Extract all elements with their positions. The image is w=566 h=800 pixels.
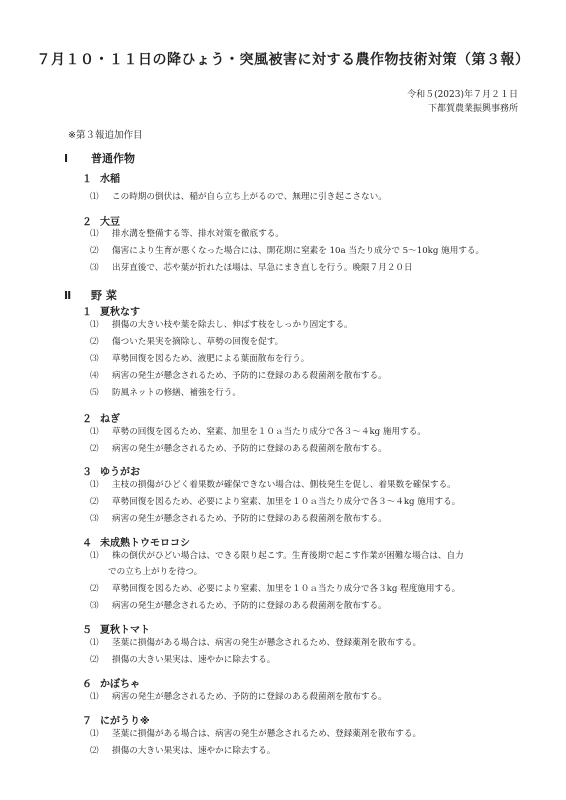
item-number: ⑵: [90, 246, 99, 256]
item-number: ⑴: [90, 729, 99, 739]
list-item: [90, 319, 353, 332]
item-text: 出芽直後で、芯や葉が折れたほ場は、早急にまき直しを行う。晩限７月２０日: [112, 263, 413, 273]
section-heading: [64, 287, 117, 303]
item-number: ⑶: [90, 514, 99, 524]
list-item: [90, 370, 387, 383]
item-text: 茎葉に損傷がある場合は、病害の発生が懸念されるため、登録薬剤を散布する。: [112, 729, 422, 739]
item-number: ⑴: [90, 480, 99, 490]
list-item: [90, 654, 275, 667]
item-number: ⑸: [90, 388, 99, 398]
crop-name: 未成熟トウモロコシ: [100, 538, 190, 549]
crop-name: 夏秋なす: [100, 307, 140, 318]
list-item: [90, 479, 456, 492]
list-item: [90, 513, 387, 526]
crop-number: ２: [82, 217, 92, 228]
item-number: ⑵: [90, 497, 99, 507]
item-text: 草勢回復を図るため、液肥による葉面散布を行う。: [112, 354, 310, 364]
additional-crop-note: ※第３報追加作目: [68, 130, 143, 141]
crop-number: ４: [82, 538, 92, 549]
item-number: ⑴: [90, 320, 99, 330]
crop-heading: [82, 303, 140, 318]
crop-heading: [82, 675, 140, 690]
document-date: 令和５(2023)年７月２１日: [407, 90, 518, 100]
item-text: 防風ネットの修繕、補強を行う。: [112, 388, 241, 398]
section-heading: [64, 150, 135, 166]
item-text: 草勢回復を図るため、必要により窒素、加里を１０ａ当たり成分で各３kg 程度施用する。: [112, 584, 461, 594]
item-text: 傷ついた果実を摘除し、草勢の回復を促す。: [112, 337, 284, 347]
list-item: [90, 228, 284, 241]
section-title: 野 菜: [91, 289, 117, 302]
list-item: [90, 691, 387, 704]
item-text: 傷害により生育が悪くなった場合には、開花期に窒素を 10a 当たり成分で 5～10kg 施用する。: [112, 246, 485, 256]
item-text: 主枝の損傷がひどく着果数が確保できない場合は、側枝発生を促し、着果数を確保する。: [112, 480, 456, 490]
crop-heading: [82, 213, 120, 228]
list-item: [90, 745, 275, 758]
crop-number: ２: [82, 414, 92, 425]
crop-name: かぼちゃ: [100, 679, 140, 690]
crop-name: ねぎ: [100, 414, 120, 425]
item-text: 損傷の大きい果実は、速やかに除去する。: [112, 655, 276, 665]
item-text: 病害の発生が懸念されるため、予防的に登録のある殺菌剤を散布する。: [112, 371, 387, 381]
item-number: ⑴: [90, 427, 99, 437]
list-item: [90, 191, 387, 204]
list-item: [90, 426, 426, 439]
crop-heading: [82, 712, 150, 727]
list-item: [90, 728, 421, 741]
crop-number: ５: [82, 625, 92, 636]
crop-heading: [82, 534, 190, 549]
crop-number: ７: [82, 716, 92, 727]
list-item: [90, 353, 309, 366]
item-number: ⑵: [90, 655, 99, 665]
item-number: ⑵: [90, 444, 99, 454]
item-number: ⑶: [90, 263, 99, 273]
crop-heading: [82, 410, 120, 425]
list-item-continuation: での立ち上がりを待つ。: [108, 567, 203, 577]
crop-name: にがうり※: [100, 716, 150, 727]
item-number: ⑷: [90, 371, 99, 381]
list-item: [90, 262, 413, 275]
item-text: 損傷の大きい果実は、速やかに除去する。: [112, 746, 276, 756]
item-number: ⑵: [90, 746, 99, 756]
item-text: 病害の発生が懸念されるため、予防的に登録のある殺菌剤を散布する。: [112, 601, 387, 611]
item-text: 病害の発生が懸念されるため、予防的に登録のある殺菌剤を散布する。: [112, 692, 387, 702]
section-title: 普通作物: [91, 152, 135, 165]
item-number: ⑴: [90, 638, 99, 648]
crop-number: １: [82, 174, 92, 185]
section-number: Ⅱ: [64, 289, 72, 302]
list-item: [90, 637, 421, 650]
item-number: ⑶: [90, 354, 99, 364]
item-number: ⑶: [90, 601, 99, 611]
crop-heading: [82, 170, 120, 185]
item-text: この時期の倒伏は、稲が自ら立ち上がるので、無理に引き起こさない。: [112, 192, 387, 202]
item-text: 草勢回復を図るため、必要により窒素、加里を１０ａ当たり成分で各３～４kg 施用する。: [112, 497, 461, 507]
list-item: [90, 550, 464, 563]
crop-heading: [82, 463, 140, 478]
crop-heading: [82, 621, 150, 636]
crop-name: 大豆: [100, 217, 120, 228]
list-item: [90, 600, 387, 613]
document-issuer: 下都賀農業振興事務所: [427, 104, 518, 114]
item-number: ⑴: [90, 229, 99, 239]
item-number: ⑴: [90, 192, 99, 202]
item-text: 草勢の回復を図るため、窒素、加里を１０ａ当たり成分で各３～４kg 施用する。: [112, 427, 426, 437]
item-text: 茎葉に損傷がある場合は、病害の発生が懸念されるため、登録薬剤を散布する。: [112, 638, 422, 648]
document-meta: [407, 88, 518, 116]
crop-number: ６: [82, 679, 92, 690]
section-number: Ⅰ: [64, 152, 69, 165]
crop-number: ３: [82, 467, 92, 478]
crop-name: ゆうがお: [100, 467, 140, 478]
list-item: [90, 336, 283, 349]
document-title: ７月１０・１１日の降ひょう・突風被害に対する農作物技術対策（第３報）: [36, 52, 530, 68]
list-item: [90, 496, 460, 509]
crop-name: 水稲: [100, 174, 120, 185]
item-text: 病害の発生が懸念されるため、予防的に登録のある殺菌剤を散布する。: [112, 514, 387, 524]
item-number: ⑵: [90, 337, 99, 347]
item-text: 損傷の大きい枝や葉を除去し、伸ばす枝をしっかり固定する。: [112, 320, 353, 330]
list-item: [90, 387, 241, 400]
item-text: 株の倒伏がひどい場合は、できる限り起こす。生育後期で起こす作業が困難な場合は、自力: [112, 551, 464, 561]
item-number: ⑴: [90, 692, 99, 702]
item-text: 排水溝を整備する等、排水対策を徹底する。: [112, 229, 284, 239]
crop-name: 夏秋トマト: [100, 625, 150, 636]
item-number: ⑵: [90, 584, 99, 594]
list-item: [90, 245, 484, 258]
list-item: [90, 583, 460, 596]
crop-number: １: [82, 307, 92, 318]
item-number: ⑴: [90, 551, 99, 561]
item-text: 病害の発生が懸念されるため、予防的に登録のある殺菌剤を散布する。: [112, 444, 387, 454]
list-item: [90, 443, 387, 456]
